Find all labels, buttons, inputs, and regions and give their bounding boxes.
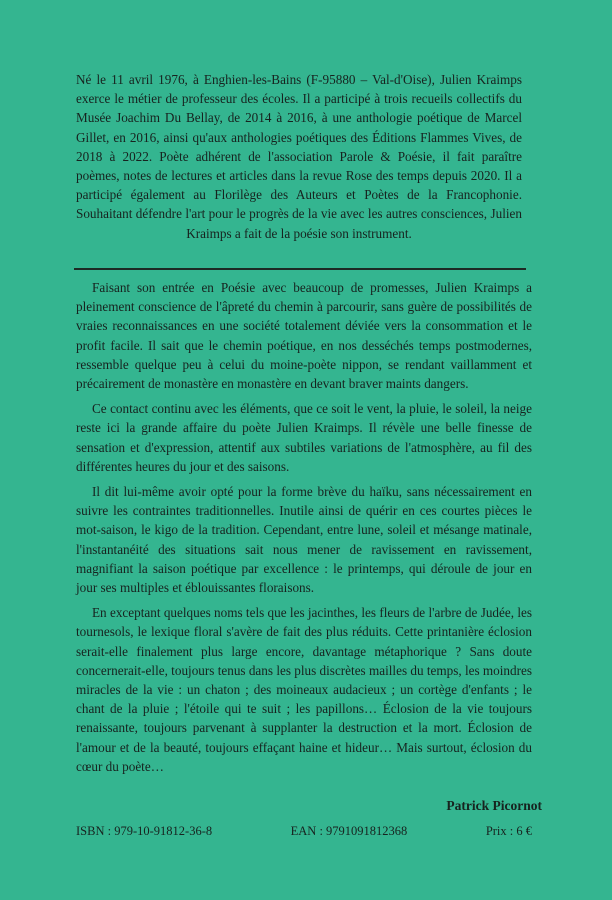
- review-paragraph-4: En exceptant quelques noms tels que les jacinthes, les fleurs de l'arbre de Judée, les tournesols, le lexique floral s'avère de fait des plus réduits. Cette printanière éclosion serait-elle finalement plus large encore, davantage métaphorique ? Sans doute concernerait-elle, toujours tenus dans les plus discrètes mailles du temps, les moindres miracles de la vie : un chaton ; des moineaux audacieux ; un cortège d'enfants ; le chant de la pluie ; l'étoile qui te suit ; les papillons… Éclosion de la vie toujours renaissante, toujours parvenant à supplanter la destruction et la mort. Éclosion de l'amour et de la beauté, toujours effaçant haine et hideur… Mais surtout, éclosion du cœur du poète…: [76, 605, 532, 774]
- price: Prix : 6 €: [485, 824, 532, 838]
- ean: EAN : 9791091812368: [290, 824, 408, 838]
- divider: [74, 268, 526, 270]
- review-paragraph-1: Faisant son entrée en Poésie avec beaucoup de promesses, Julien Kraimps a pleinement conscience de l'âpreté du chemin à parcourir, sans guère de possibilités de vraies reconnaissances en une société totalement déviée vers la consommation et le profit facile. Il sait que le chemin poétique, en nos desséchés temps postmodernes, ressemble quelque peu à celui du moine-poète nippon, se rendant vaillamment et précairement de monastère en monastère en devant braver maints dangers.: [76, 280, 532, 392]
- review-text: [76, 278, 532, 782]
- isbn: ISBN : 979-10-91812-36-8: [76, 824, 213, 838]
- review-paragraph-2: Ce contact continu avec les éléments, que ce soit le vent, la pluie, le soleil, la neige reste ici la grande affaire du poète Julien Kraimps. Il révèle une belle finesse de sensation et d'expression, attentif aux subtiles variations de l'atmosphère, au fil des différentes heures du jour et des saisons.: [76, 401, 532, 474]
- review-paragraph-3: Il dit lui-même avoir opté pour la forme brève du haïku, sans nécessairement en suivre les contraintes traditionnelles. Inutile ainsi de quérir en ces courtes pièces le mot-saison, le kigo de la tradition. Cependant, entre lune, soleil et mésange matinale, l'instantanéité des situations sait nous mener de ravissement en ravissement, magnifiant la saison poétique par excellence : le printemps, qui déroule de jour en jour ses multiples et éblouissantes floraisons.: [76, 484, 532, 596]
- book-metadata: [76, 824, 532, 839]
- review-author: Patrick Picornot: [446, 798, 542, 813]
- author-biography: Né le 11 avril 1976, à Enghien-les-Bains (F-95880 – Val-d'Oise), Julien Kraimps exerce le métier de professeur des écoles. Il a participé à trois recueils collectifs du Musée Joachim Du Bellay, de 2014 à 2016, à une anthologie poétique de Marcel Gillet, en 2016, ainsi qu'aux anthologies poétiques des Éditions Flammes Vives, de 2018 à 2022. Poète adhérent de l'association Parole & Poésie, il fait paraître poèmes, notes de lectures et articles dans la revue Rose des temps depuis 2020. Il a participé également au Florilège des Auteurs et Poètes de la Francophonie. Souhaitant défendre l'art pour le progrès de la vie avec les autres consciences, Julien Kraimps a fait de la poésie son instrument.: [76, 72, 522, 241]
